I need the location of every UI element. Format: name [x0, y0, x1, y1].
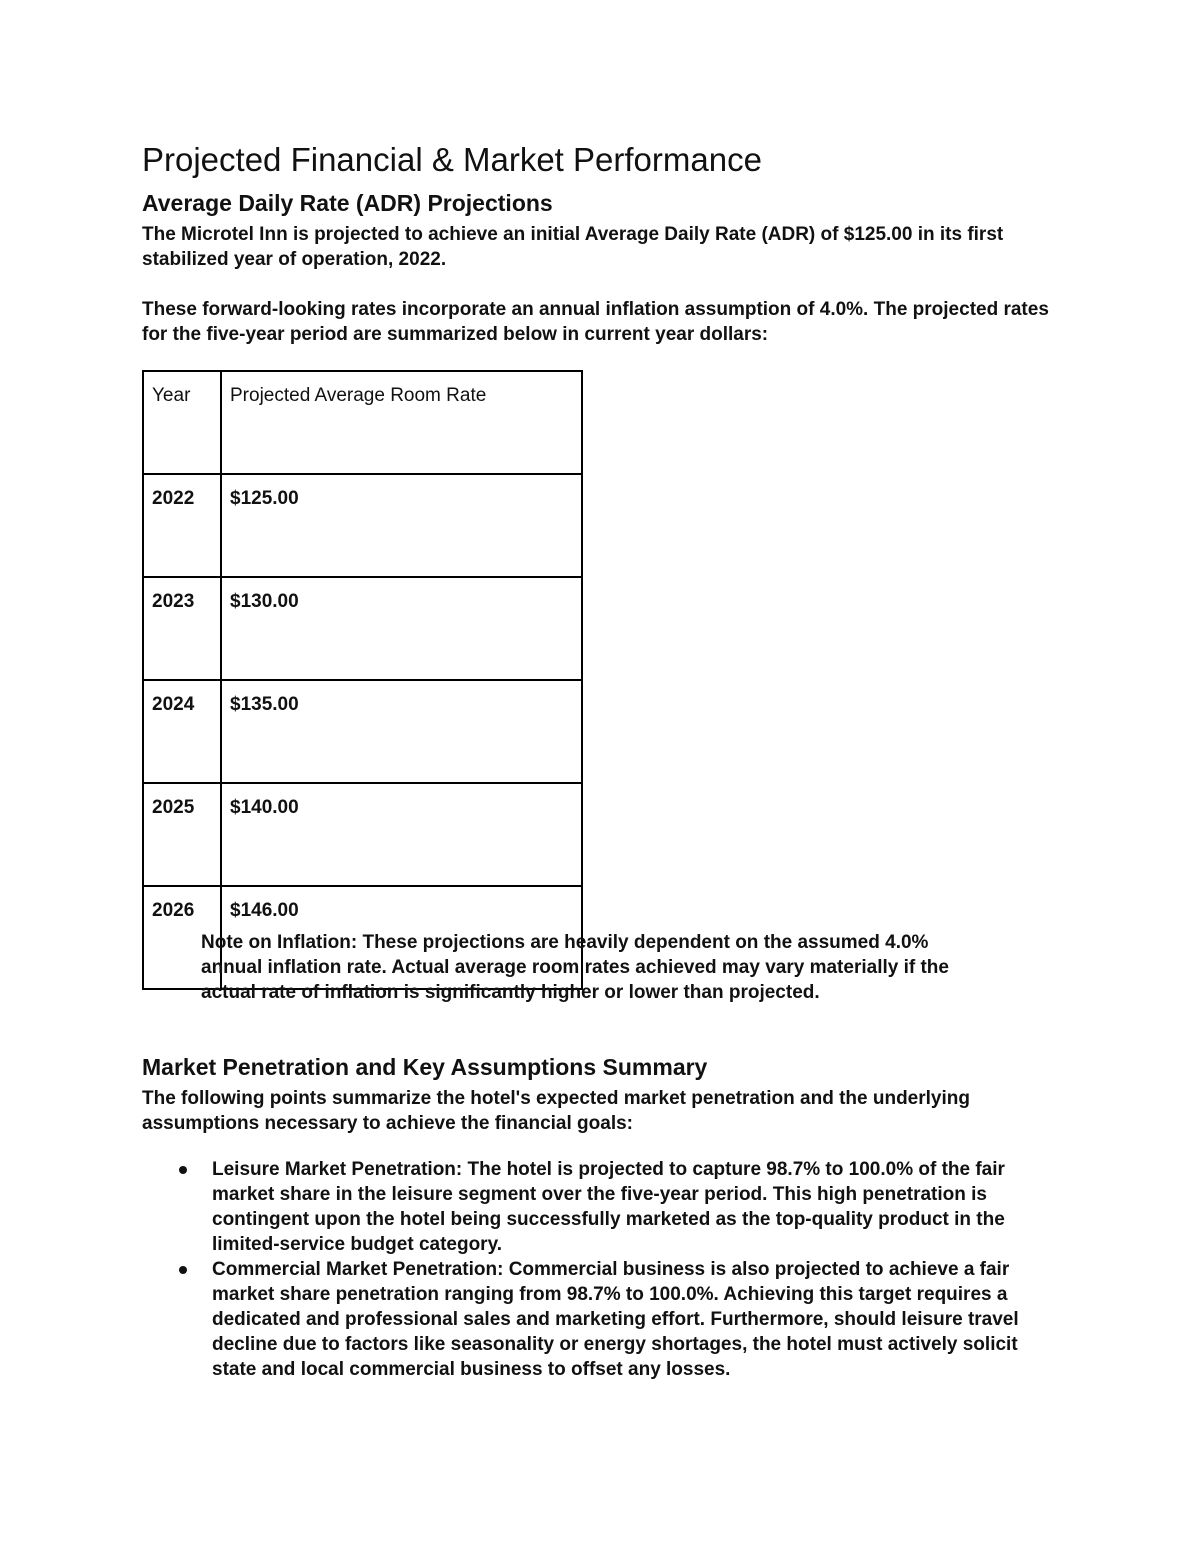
assumption-list	[142, 1157, 1062, 1382]
market-intro: The following points summarize the hotel's expected market penetration and the underlying assumptions necessary to achieve the financial goals:	[142, 1088, 970, 1134]
rate-table	[142, 370, 583, 990]
market-heading: Market Penetration and Key Assumptions Summary	[142, 1054, 708, 1080]
header-year: Year	[143, 371, 221, 474]
list-item-text: Commercial Market Penetration: Commercial business is also projected to achieve a fair market share penetration ranging from 98.7% to 100.0%. Achieving this target requires a dedicated and professional sales and marketing effort. Furthermore, should leisure travel decline due to factors like seasonality or energy shortages, the hotel must actively solicit state and local commercial business to offset any losses.	[212, 1259, 1019, 1380]
adr-heading: Average Daily Rate (ADR) Projections	[142, 190, 553, 216]
year-cell: 2022	[143, 474, 221, 577]
adr-paragraph-2: These forward-looking rates incorporate an annual inflation assumption of 4.0%. The projected rates for the five-year period are summarized below in current year dollars:	[142, 299, 1049, 345]
page-title: Projected Financial & Market Performance	[142, 141, 762, 178]
table-row	[143, 577, 582, 680]
list-item-text: Leisure Market Penetration: The hotel is projected to capture 98.7% to 100.0% of the fair market share in the leisure segment over the five-year period. This high penetration is contingent upon the hotel being successfully marketed as the top-quality product in the limited-service budget category.	[212, 1159, 1005, 1255]
year-cell: 2024	[143, 680, 221, 783]
year-cell: 2025	[143, 783, 221, 886]
year-cell: 2023	[143, 577, 221, 680]
table-header-row	[143, 371, 582, 474]
table-row	[143, 474, 582, 577]
rate-cell: $135.00	[221, 680, 582, 783]
table-row	[143, 783, 582, 886]
inflation-note: Note on Inflation: These projections are heavily dependent on the assumed 4.0% annual inflation rate. Actual average room rates achieved may vary materially if the actual rate of inflation is significantly higher or lower than projected.	[201, 932, 949, 1003]
list-item	[212, 1257, 1062, 1382]
market-section	[142, 1052, 1062, 1382]
list-item	[212, 1157, 1062, 1257]
rate-cell: $125.00	[221, 474, 582, 577]
year-cell: 2026	[143, 886, 221, 989]
rate-cell: $146.00	[221, 886, 582, 989]
document-page	[142, 140, 1062, 1380]
rate-cell: $130.00	[221, 577, 582, 680]
rate-cell: $140.00	[221, 783, 582, 886]
adr-paragraph-1: The Microtel Inn is projected to achieve an initial Average Daily Rate (ADR) of $125.00 in its first stabilized year of operation, 2022.	[142, 224, 1004, 270]
table-row	[143, 680, 582, 783]
bullet-icon	[179, 1166, 187, 1174]
header-rate: Projected Average Room Rate	[221, 371, 582, 474]
bullet-icon	[179, 1266, 187, 1274]
